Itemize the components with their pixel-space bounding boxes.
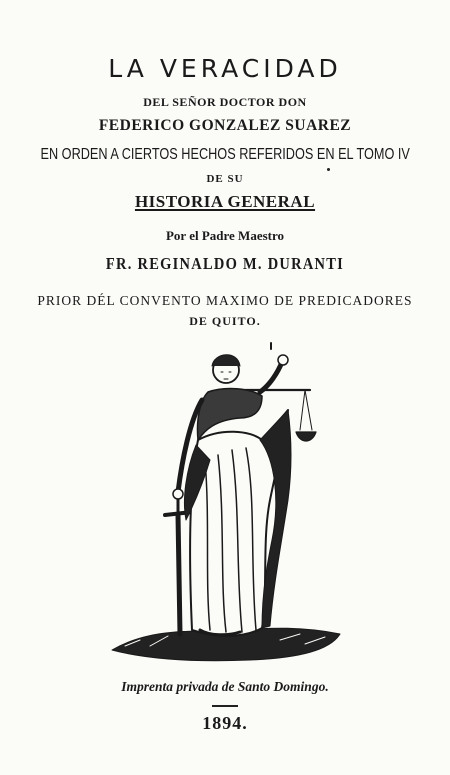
imprint: Imprenta privada de Santo Domingo. bbox=[121, 679, 329, 694]
by-line: Por el Padre Maestro bbox=[165, 228, 285, 243]
context-line: EN ORDEN A CIERTOS HECHOS REFERIDOS EN EL TOMO IV bbox=[40, 146, 410, 163]
book-title: LA VERACIDAD bbox=[108, 54, 342, 83]
author-role: PRIOR DÉL CONVENTO MAXIMO DE PREDICADORES bbox=[37, 293, 413, 308]
divider-rule bbox=[212, 705, 238, 707]
raised-arm bbox=[260, 362, 282, 392]
sword-blade bbox=[178, 515, 180, 634]
work-title-text: HISTORIA GENERAL bbox=[134, 192, 316, 211]
year: 1894. bbox=[202, 713, 248, 733]
subject-intro: DEL SEÑOR DOCTOR DON bbox=[143, 95, 307, 109]
hair bbox=[212, 355, 240, 366]
sword-hand bbox=[173, 489, 183, 499]
de-su-line: DE SU bbox=[206, 173, 244, 185]
author-place: DE QUITO. bbox=[189, 314, 261, 328]
hand bbox=[278, 355, 288, 365]
subject-name: FEDERICO GONZALEZ SUAREZ bbox=[98, 117, 352, 134]
author-name: FR. REGINALDO M. DURANTI bbox=[105, 254, 345, 273]
scale-pan bbox=[296, 432, 316, 441]
scale-string bbox=[300, 390, 312, 430]
